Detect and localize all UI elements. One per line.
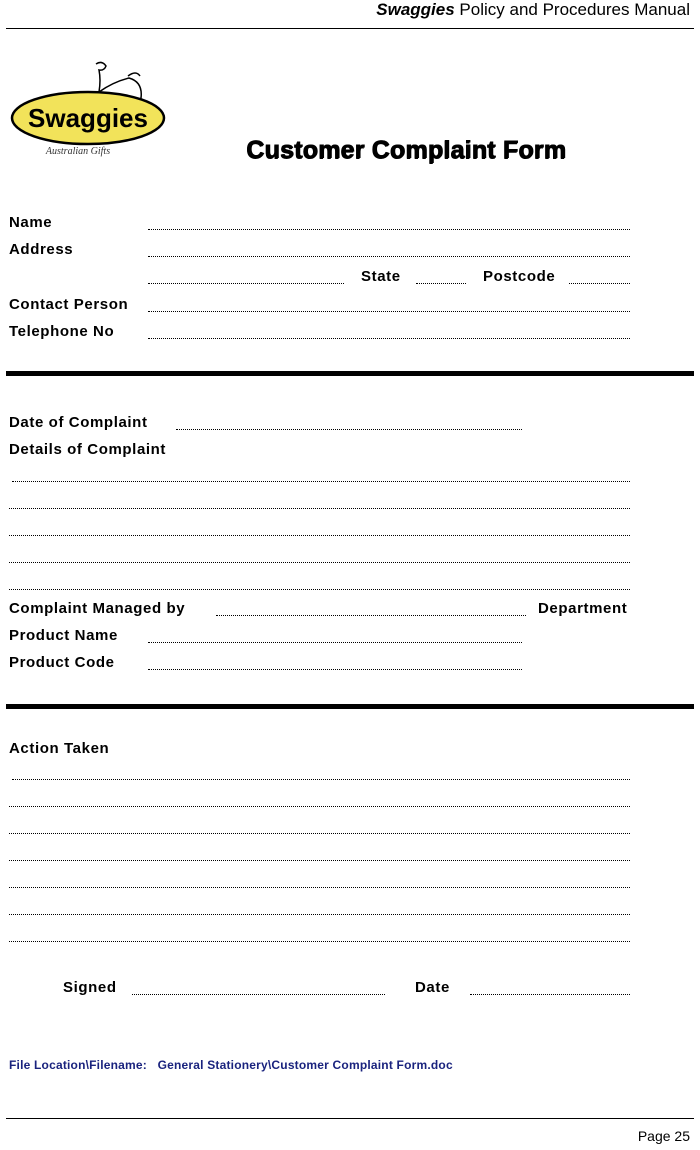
postcode-field[interactable]: [569, 283, 630, 284]
file-location: [9, 1058, 453, 1072]
page-number: Page 25: [637, 1128, 690, 1144]
action-taken-label: Action Taken: [9, 740, 110, 757]
header-rule: [6, 28, 694, 29]
file-location-path: General Stationery\Customer Complaint Form.doc: [157, 1058, 453, 1072]
sign-date-field[interactable]: [470, 994, 630, 995]
signed-field[interactable]: [132, 994, 385, 995]
section-divider-2: [6, 704, 694, 709]
footer-rule: [6, 1118, 694, 1119]
details-line-5[interactable]: [9, 589, 630, 590]
header-brand: Swaggies: [376, 0, 455, 19]
product-code-label: Product Code: [9, 654, 115, 671]
form-title: Customer Complaint Form: [246, 136, 566, 164]
header-title-rest: Policy and Procedures Manual: [459, 0, 690, 19]
product-name-field[interactable]: [148, 642, 522, 643]
department-label: Department: [538, 600, 628, 617]
telephone-field[interactable]: [148, 338, 630, 339]
details-line-4[interactable]: [9, 562, 630, 563]
logo-name: Swaggies: [28, 103, 148, 133]
swaggies-logo: [8, 58, 173, 158]
address-label: Address: [9, 241, 74, 258]
details-line-1[interactable]: [12, 481, 630, 482]
action-line-7[interactable]: [9, 941, 630, 942]
header-title: [376, 0, 690, 20]
contact-person-label: Contact Person: [9, 296, 129, 313]
address-field-line1[interactable]: [148, 256, 630, 257]
section-divider-1: [6, 371, 694, 376]
product-code-field[interactable]: [148, 669, 522, 670]
logo-tagline: Australian Gifts: [45, 146, 111, 157]
action-line-1[interactable]: [12, 779, 630, 780]
details-of-complaint-label: Details of Complaint: [9, 441, 167, 458]
contact-person-field[interactable]: [148, 311, 630, 312]
details-line-2[interactable]: [9, 508, 630, 509]
state-label: State: [361, 268, 401, 285]
postcode-label: Postcode: [483, 268, 556, 285]
action-line-6[interactable]: [9, 914, 630, 915]
action-line-2[interactable]: [9, 806, 630, 807]
date-of-complaint-field[interactable]: [176, 429, 522, 430]
complaint-managed-label: Complaint Managed by: [9, 600, 186, 617]
state-field[interactable]: [416, 283, 466, 284]
file-location-label: File Location\Filename:: [9, 1058, 147, 1072]
date-of-complaint-label: Date of Complaint: [9, 414, 148, 431]
action-line-5[interactable]: [9, 887, 630, 888]
name-field[interactable]: [148, 229, 630, 230]
action-line-3[interactable]: [9, 833, 630, 834]
sign-date-label: Date: [415, 979, 450, 996]
complaint-managed-field[interactable]: [216, 615, 526, 616]
product-name-label: Product Name: [9, 627, 118, 644]
address-field-line2[interactable]: [148, 283, 344, 284]
details-line-3[interactable]: [9, 535, 630, 536]
action-line-4[interactable]: [9, 860, 630, 861]
telephone-label: Telephone No: [9, 323, 115, 340]
signed-label: Signed: [63, 979, 117, 996]
name-label: Name: [9, 214, 53, 231]
